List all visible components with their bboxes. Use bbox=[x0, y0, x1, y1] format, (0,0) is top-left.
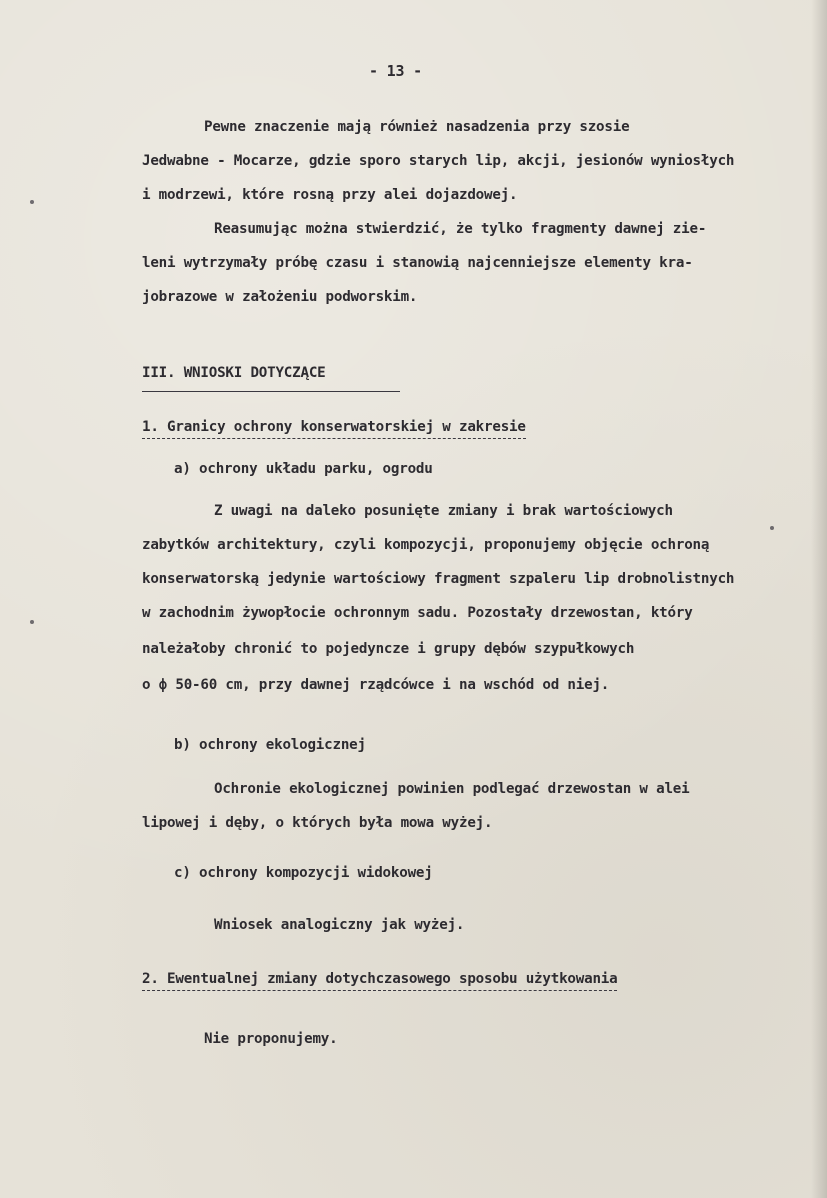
paper-speck bbox=[30, 200, 34, 204]
subsection2-text: Nie proponujemy. bbox=[204, 1031, 338, 1047]
item-b-label: b) ochrony ekologicznej bbox=[174, 737, 366, 753]
paper-speck bbox=[30, 620, 34, 624]
paragraph1-line1: Pewne znaczenie mają również nasadzenia przy szosie bbox=[204, 119, 630, 135]
item-a-text-line1: Z uwagi na daleko posunięte zmiany i brak wartościowych bbox=[214, 503, 673, 519]
paper-speck bbox=[770, 526, 774, 530]
section-heading-underline bbox=[142, 391, 400, 392]
page-edge-shadow bbox=[811, 0, 827, 1198]
item-a-text-line6: o ф 50-60 cm, przy dawnej rządcówce i na wschód od niej. bbox=[142, 677, 610, 693]
item-a-text-line3: konserwatorską jedynie wartościowy fragment szpaleru lip drobnolistnych bbox=[142, 571, 735, 587]
paragraph1-line2: Jedwabne - Mocarze, gdzie sporo starych lip, akcji, jesionów wyniosłych bbox=[142, 153, 735, 169]
item-a-text-line5: należałoby chronić to pojedyncze i grupy dębów szypułkowych bbox=[142, 641, 635, 657]
section-heading: III. WNIOSKI DOTYCZĄCE bbox=[142, 365, 326, 381]
item-b-text-line2: lipowej i dęby, o których była mowa wyżej. bbox=[142, 815, 493, 831]
subsection1-heading: 1. Granicy ochrony konserwatorskiej w zakresie bbox=[142, 418, 526, 439]
item-c-text-line1: Wniosek analogiczny jak wyżej. bbox=[214, 917, 465, 933]
item-c-label: c) ochrony kompozycji widokowej bbox=[174, 865, 433, 881]
item-a-label: a) ochrony układu parku, ogrodu bbox=[174, 461, 433, 477]
paragraph1-line3: i modrzewi, które rosną przy alei dojazdowej. bbox=[142, 187, 518, 203]
paragraph2-line3: jobrazowe w założeniu podworskim. bbox=[142, 289, 418, 305]
item-a-text-line4: w zachodnim żywopłocie ochronnym sadu. Pozostały drzewostan, który bbox=[142, 605, 693, 621]
item-a-text-line2: zabytków architektury, czyli kompozycji, proponujemy objęcie ochroną bbox=[142, 537, 710, 553]
paragraph2-line1: Reasumując można stwierdzić, że tylko fragmenty dawnej zie- bbox=[214, 221, 707, 237]
paragraph2-line2: leni wytrzymały próbę czasu i stanowią najcenniejsze elementy kra- bbox=[142, 255, 693, 271]
item-b-text-line1: Ochronie ekologicznej powinien podlegać drzewostan w alei bbox=[214, 781, 690, 797]
page-number: - 13 - bbox=[369, 62, 422, 80]
subsection2-heading: 2. Ewentualnej zmiany dotychczasowego sposobu użytkowania bbox=[142, 970, 617, 991]
